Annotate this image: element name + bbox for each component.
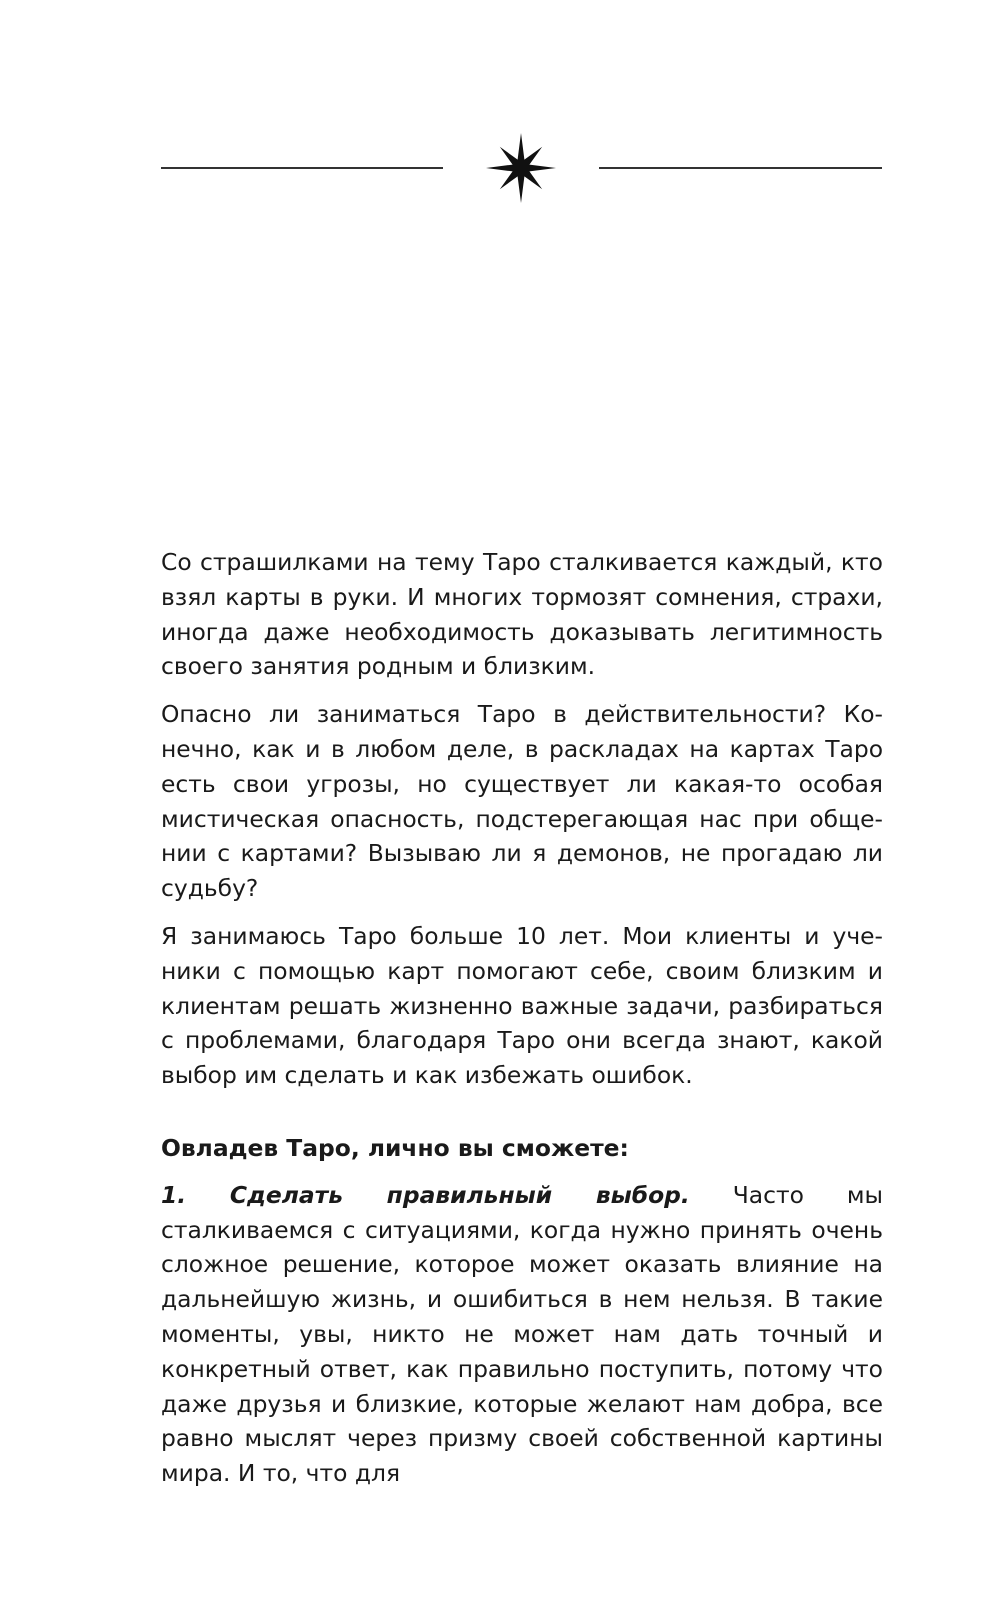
ornament-rule-left (161, 167, 443, 169)
ornament-rule-right (599, 167, 882, 169)
star-icon (486, 133, 556, 203)
page-body (161, 545, 883, 1504)
list-item-1-lead: 1. Сделать правильный выбор. (161, 1180, 690, 1209)
list-item-1 (161, 1178, 883, 1491)
paragraph-1: Со страшилками на тему Таро сталкивается каждый, кто взял карты в руки. И многих тормозят сомнения, страхи, иногда даже необходимость доказывать легитимность своего занятия родным и близким. (161, 548, 883, 681)
chapter-ornament (0, 133, 1000, 203)
section-heading: Овладев Таро, лично вы сможете: (161, 1133, 629, 1162)
paragraph-3: Я занимаюсь Таро больше 10 лет. Мои клиенты и ученики с помощью карт помогают себе, своим близким и клиентам решать жизненно важные задачи, разбираться с проблемами, благодаря Таро они всегда знают, какой выбор им сделать и как избежать ошибок. (161, 921, 883, 1090)
paragraph-2: Опасно ли заниматься Таро в действительности? Конечно, как и в любом деле, в раскладах на картах Таро есть свои угрозы, но существует ли какая-то особая мистическая опасность, подстерегающая нас при общении с картами? Вызываю ли я демонов, не прогадаю ли судьбу? (161, 700, 883, 903)
list-item-1-text: Часто мы сталкиваемся с ситуациями, когда нужно принять очень сложное решение, которое может оказать влияние на дальнейшую жизнь, и ошибиться в нем нельзя. В такие моменты, увы, никто не может нам дать точный и конкретный ответ, как правильно поступить, потому что даже друзья и близкие, которые желают нам добра, все равно мыслят через призму своей собственной картины мира. И то, что для (161, 1180, 883, 1488)
